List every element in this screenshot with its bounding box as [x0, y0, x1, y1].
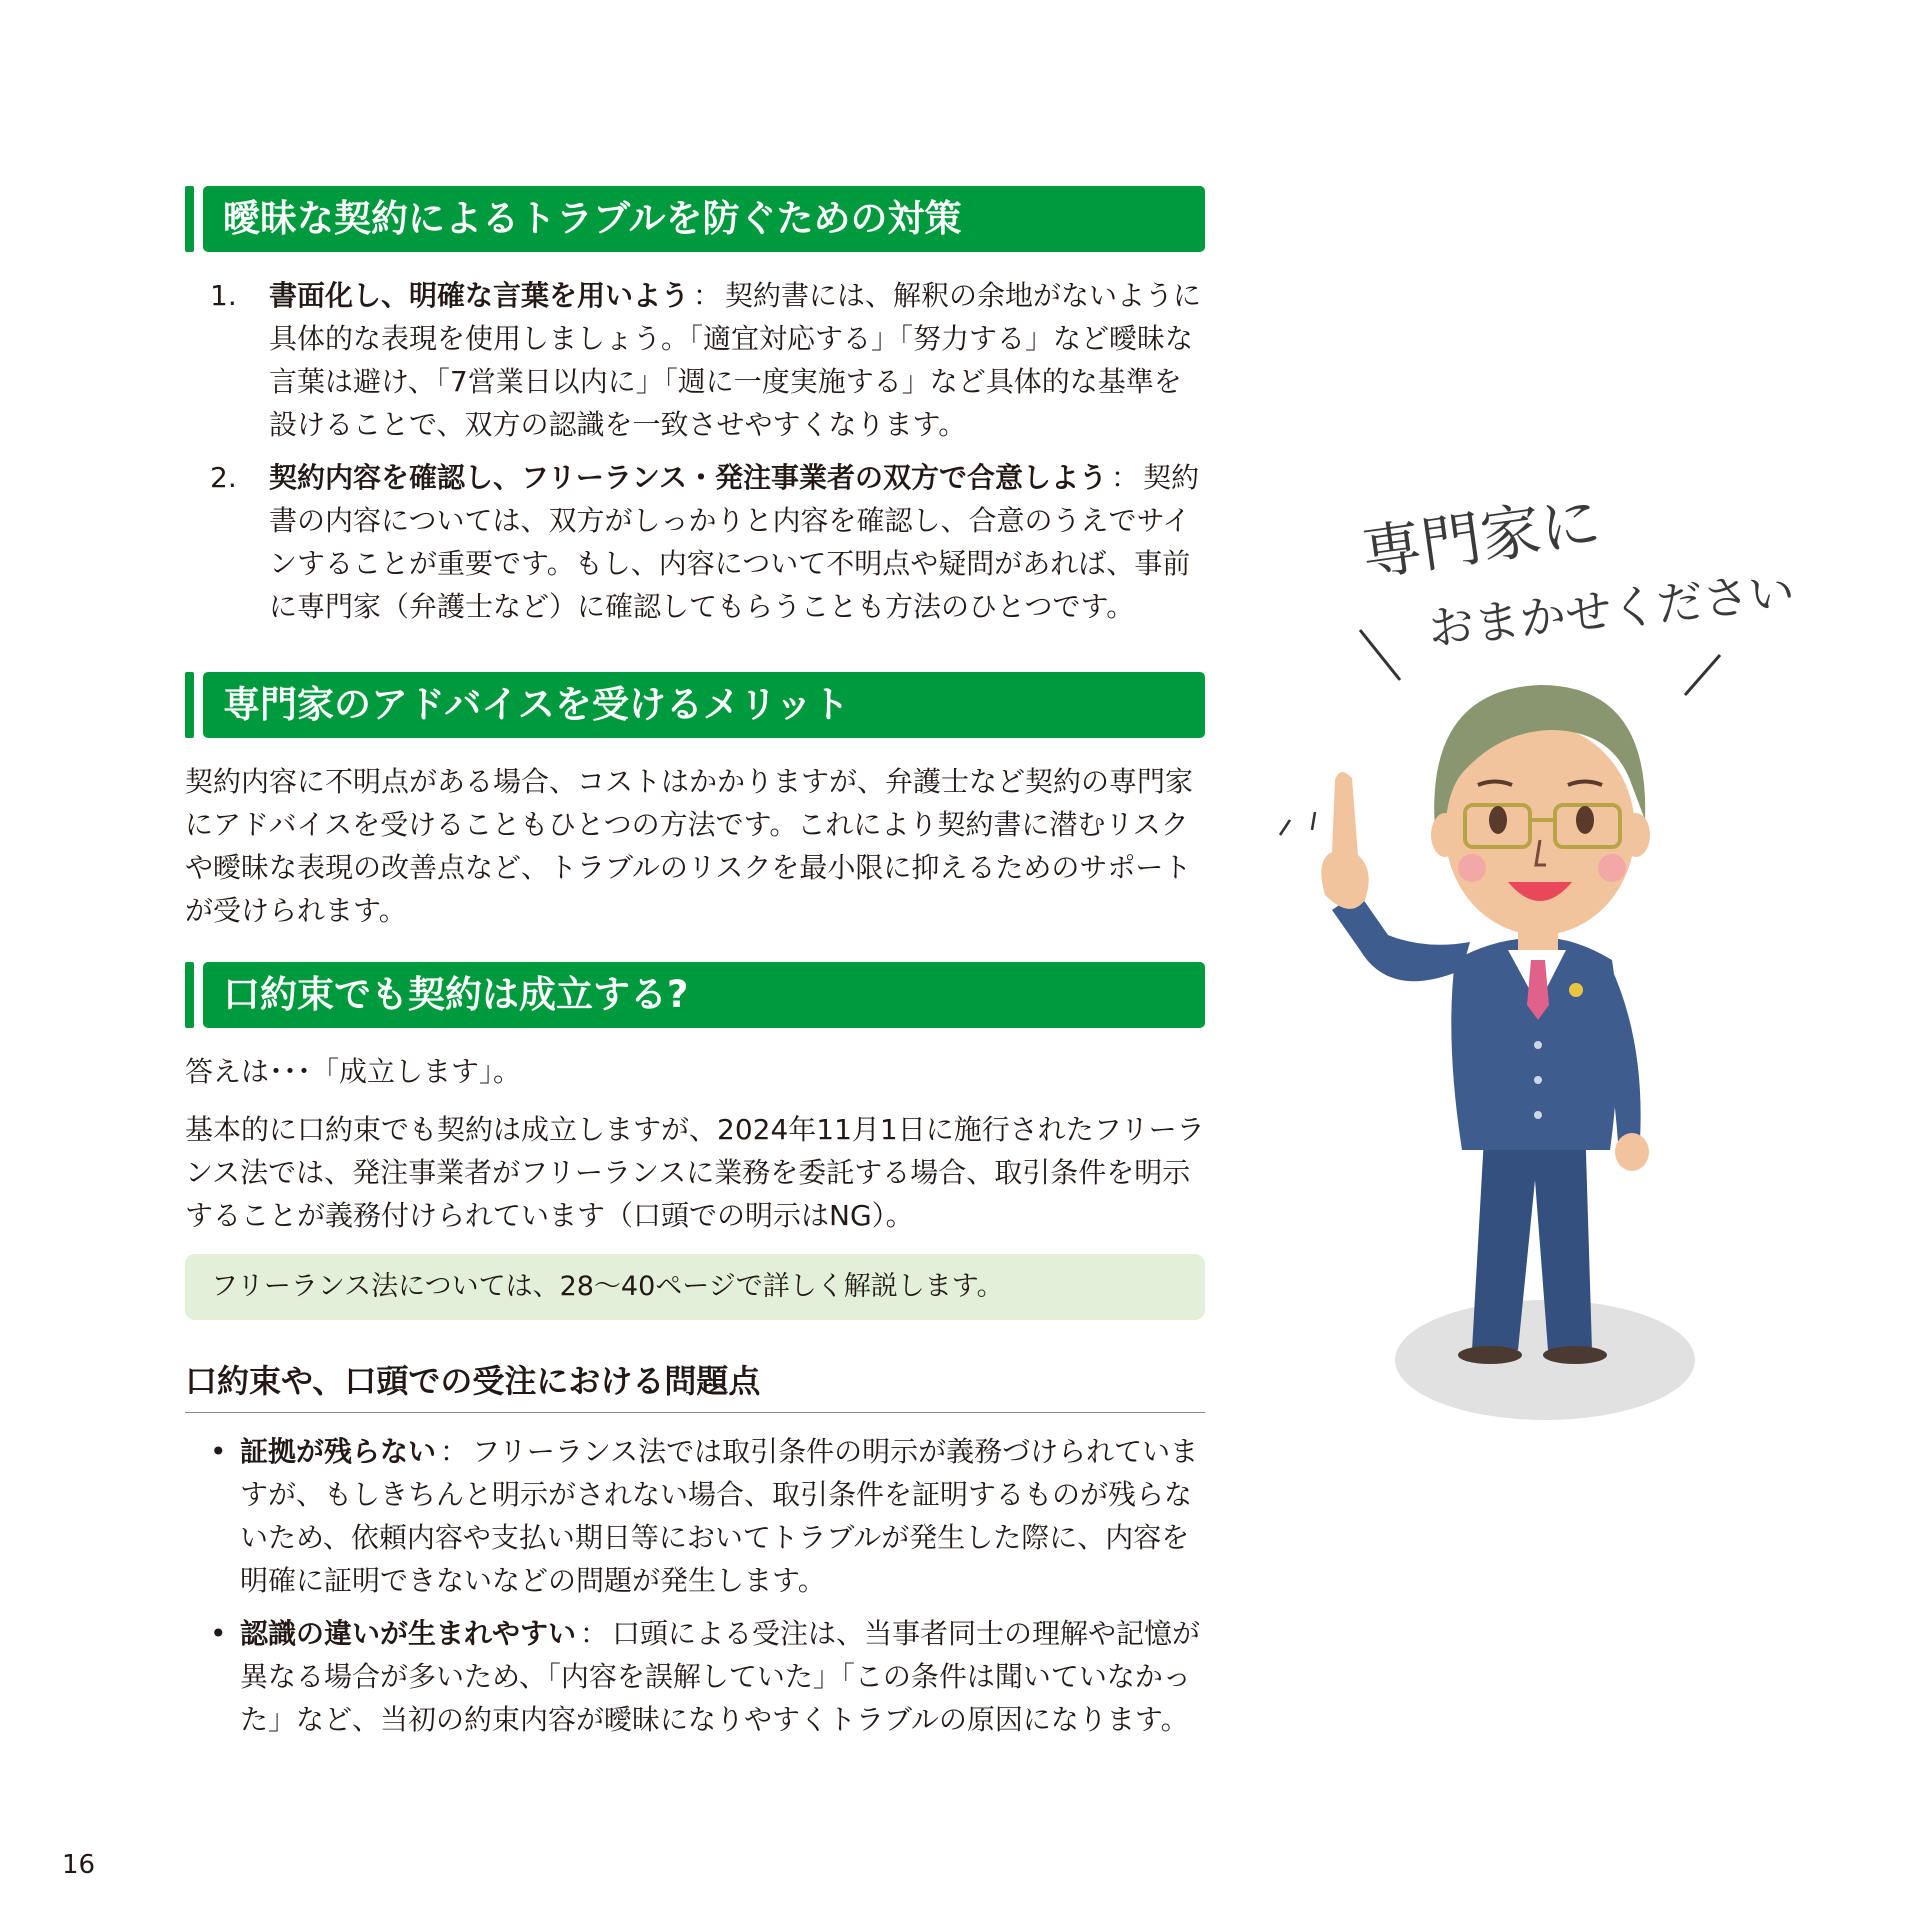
- pointing-hand: [1321, 772, 1368, 909]
- lawyer-illustration: [1240, 480, 1800, 1430]
- cheek: [1598, 854, 1626, 882]
- item-separator: ：: [440, 1435, 469, 1468]
- section-heading-measures: [185, 186, 1205, 252]
- section-heading-verbal-contract: [185, 962, 1205, 1028]
- ground-shadow: [1395, 1300, 1695, 1420]
- reference-note: フリーランス法については、28〜40ページで詳しく解説します。: [185, 1254, 1205, 1320]
- list-item: [210, 1430, 1205, 1602]
- bullet: •: [210, 1617, 227, 1650]
- item-body: 口頭による受注は、当事者同士の理解や記憶が異なる場合が多いため、「内容を誤解していた」「この条件は聞いていなかった」など、当初の約束内容が曖昧になりやすくトラブルの原因になります。: [240, 1617, 1201, 1736]
- item-bold-lead: 書面化し、明確な言葉を用いよう: [269, 279, 690, 312]
- emphasis-stroke: [1360, 630, 1400, 680]
- shoe: [1458, 1346, 1522, 1364]
- list-item: [210, 1612, 1205, 1741]
- section-title: 専門家のアドバイスを受けるメリット: [203, 672, 1205, 738]
- measures-list: [210, 274, 1205, 638]
- section-heading-merit: [185, 672, 1205, 738]
- eye: [1489, 806, 1507, 834]
- item-separator: ：: [1111, 461, 1140, 494]
- eye: [1576, 806, 1594, 834]
- speech-line-1: 専門家に: [1357, 487, 1605, 590]
- merit-paragraph: 契約内容に不明点がある場合、コストはかかりますが、弁護士など契約の専門家にアドバイスを受けることもひとつの方法です。これにより契約書に潜むリスクや曖昧な表現の改善点など、トラブルのリスクを最小限に抑えるためのサポートが受けられます。: [185, 765, 1194, 927]
- jacket-button: [1534, 1041, 1542, 1049]
- list-item: [210, 274, 1205, 446]
- item-separator: ：: [580, 1617, 609, 1650]
- item-body: 契約書には、解釈の余地がないように具体的な表現を使用しましょう。「適宜対応する」「努力する」など曖昧な言葉は避け、「7営業日以内に」「週に一度実施する」など具体的な基準を設けることで、双方の認識を一致させやすくなります。: [269, 279, 1202, 441]
- problems-heading: 口約束や、口頭での受注における問題点: [185, 1358, 1205, 1413]
- heading-accent-bar: [185, 672, 194, 738]
- speech-line-2: おまかせください: [1425, 563, 1798, 656]
- section-title: 口約束でも契約は成立する?: [203, 962, 1205, 1028]
- ear: [1431, 813, 1459, 857]
- bullet: •: [210, 1435, 227, 1468]
- item-body: 契約書の内容については、双方がしっかりと内容を確認し、合意のうえでサインすることが重要です。もし、内容について不明点や疑問があれば、事前に専門家（弁護士など）に確認してもらうことも方法のひとつです。: [269, 461, 1200, 623]
- list-item: [210, 456, 1205, 628]
- emphasis-stroke: [1685, 655, 1720, 695]
- ear: [1622, 813, 1650, 857]
- item-number: 2.: [210, 461, 237, 494]
- lawyer-badge: [1569, 983, 1583, 997]
- hand: [1615, 1133, 1649, 1171]
- cheek: [1458, 854, 1486, 882]
- item-bold-lead: 契約内容を確認し、フリーランス・発注事業者の双方で合意しよう: [269, 461, 1108, 494]
- emphasis-stroke: [1280, 820, 1290, 835]
- heading-accent-bar: [185, 186, 194, 252]
- item-number: 1.: [210, 279, 237, 312]
- page-number: 16: [62, 1850, 96, 1880]
- item-bold-lead: 認識の違いが生まれやすい: [240, 1617, 577, 1650]
- item-separator: ：: [693, 279, 722, 312]
- answer-paragraph: 答えは･･･「成立します」。: [185, 1055, 522, 1088]
- heading-accent-bar: [185, 962, 194, 1028]
- jacket-button: [1534, 1076, 1542, 1084]
- item-body: フリーランス法では取引条件の明示が義務づけられていますが、もしきちんと明示がされない場合、取引条件を証明するものが残らないため、依頼内容や支払い期日等においてトラブルが発生した際に、内容を明確に証明できないなどの問題が発生します。: [240, 1435, 1199, 1597]
- shoe: [1543, 1346, 1607, 1364]
- emphasis-stroke: [1312, 812, 1315, 830]
- jacket-button: [1534, 1111, 1542, 1119]
- section-title: 曖昧な契約によるトラブルを防ぐための対策: [203, 186, 1205, 252]
- basic-paragraph: 基本的に口約束でも契約は成立しますが、2024年11月1日に施行されたフリーランス法では、発注事業者がフリーランスに業務を委託する場合、取引条件を明示することが義務付けられています（口頭での明示はNG）。: [185, 1113, 1205, 1232]
- problems-list: [210, 1430, 1205, 1751]
- item-bold-lead: 証拠が残らない: [240, 1435, 437, 1468]
